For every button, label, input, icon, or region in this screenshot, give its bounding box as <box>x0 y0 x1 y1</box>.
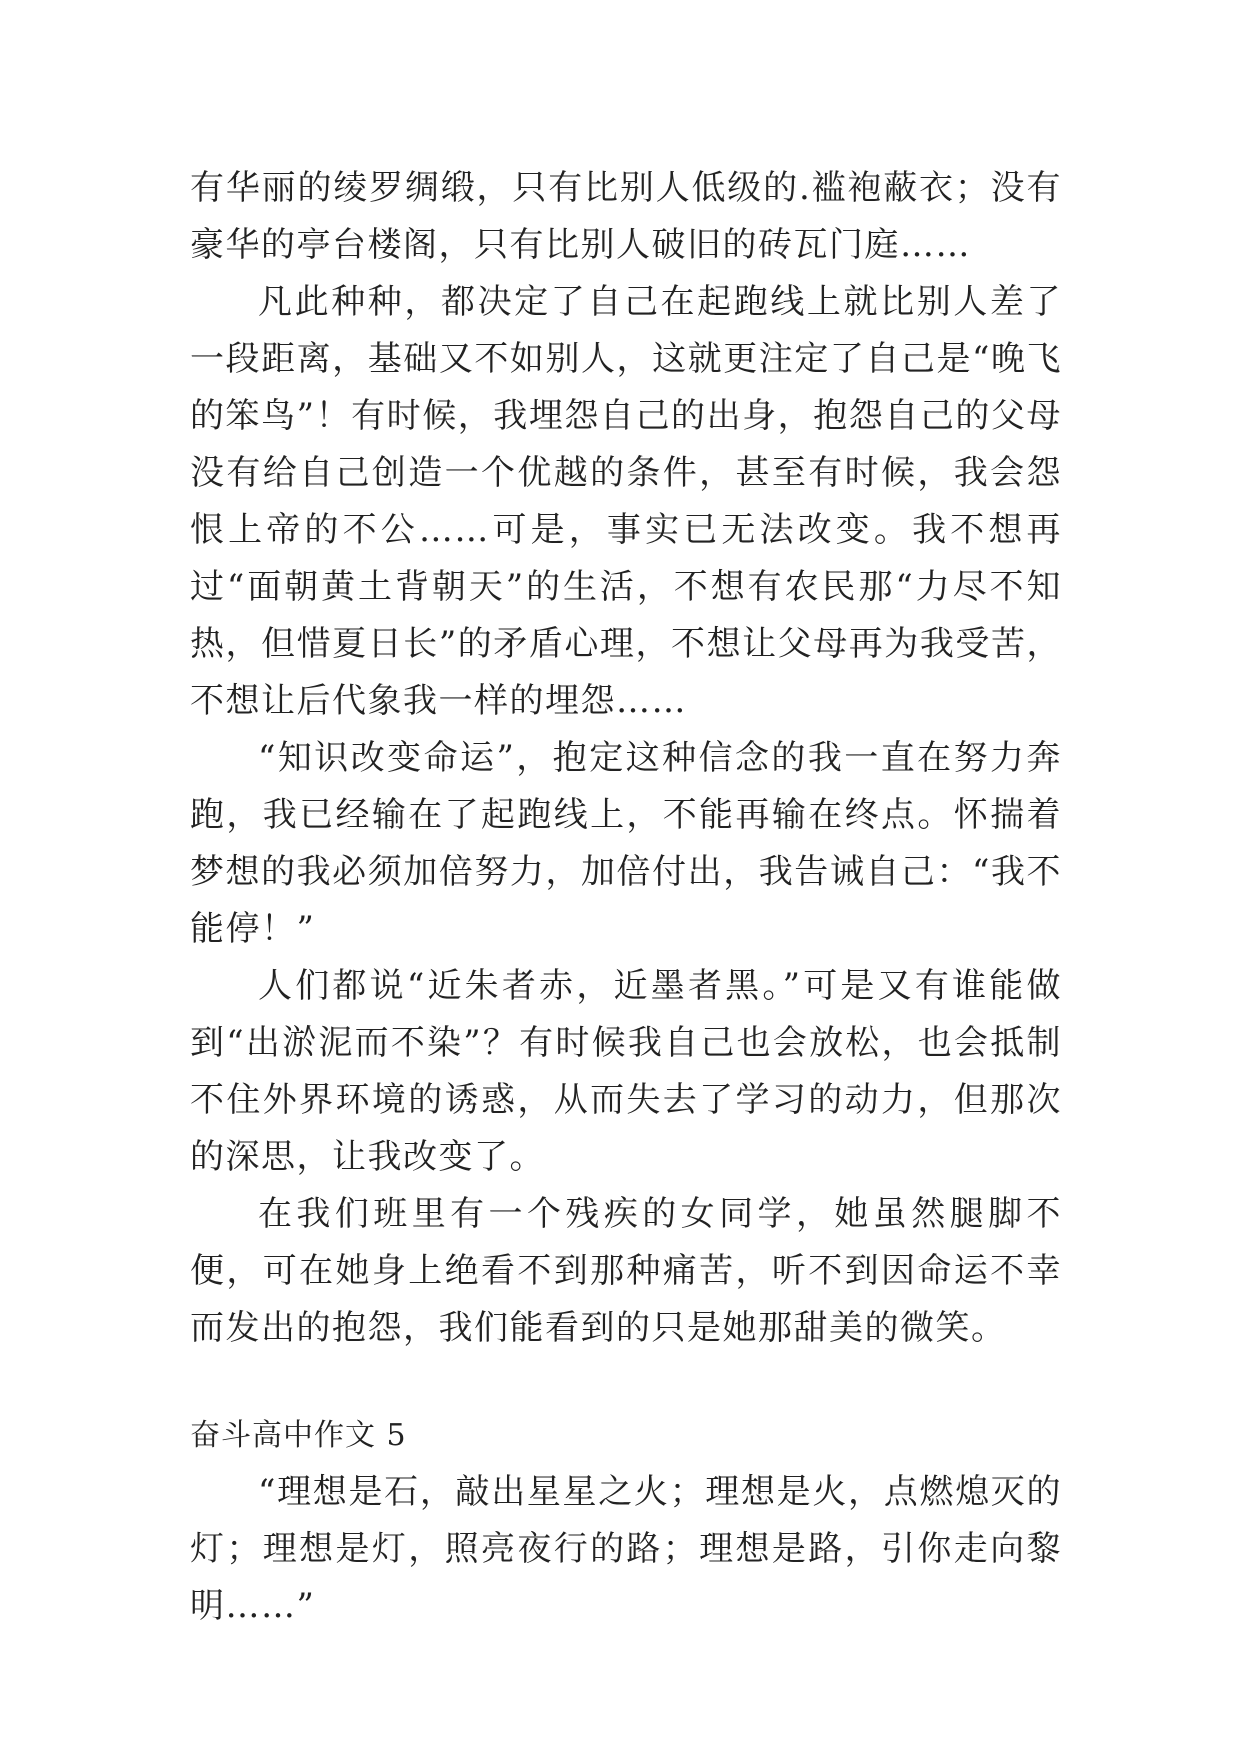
paragraph-continued: 有华丽的绫罗绸缎，只有比别人低级的.褴袍蔽衣；没有豪华的亭台楼阁，只有比别人破旧的砖瓦门庭…… <box>190 168 1062 265</box>
paragraph: “理想是石，敲出星星之火；理想是火，点燃熄灭的灯；理想是灯，照亮夜行的路；理想是路，引你走向黎明……” <box>190 1472 1062 1626</box>
paragraph: 人们都说“近朱者赤，近墨者黑。”可是又有谁能做到“出淤泥而不染”？有时候我自己也会放松，也会抵制不住外界环境的诱惑，从而失去了学习的动力，但那次的深思，让我改变了。 <box>190 966 1062 1177</box>
paragraph: “知识改变命运”，抱定这种信念的我一直在努力奔跑，我已经输在了起跑线上，不能再输在终点。怀揣着梦想的我必须加倍努力，加倍付出，我告诫自己：“我不能停！” <box>190 738 1062 949</box>
section-heading: 奋斗高中作文 5 <box>190 1418 407 1453</box>
document-body <box>190 160 1062 1635</box>
paragraph: 凡此种种，都决定了自己在起跑线上就比别人差了一段距离，基础又不如别人，这就更注定了自己是“晚飞的笨鸟”！有时候，我埋怨自己的出身，抱怨自己的父母没有给自己创造一个优越的条件，甚至有时候，我会怨恨上帝的不公……可是，事实已无法改变。我不想再过“面朝黄土背朝天”的生活，不想有农民那“力尽不知热，但惜夏日长”的矛盾心理，不想让父母再为我受苦，不想让后代象我一样的埋怨…… <box>190 282 1062 721</box>
paragraph: 在我们班里有一个残疾的女同学，她虽然腿脚不便，可在她身上绝看不到那种痛苦，听不到因命运不幸而发出的抱怨，我们能看到的只是她那甜美的微笑。 <box>190 1194 1062 1348</box>
